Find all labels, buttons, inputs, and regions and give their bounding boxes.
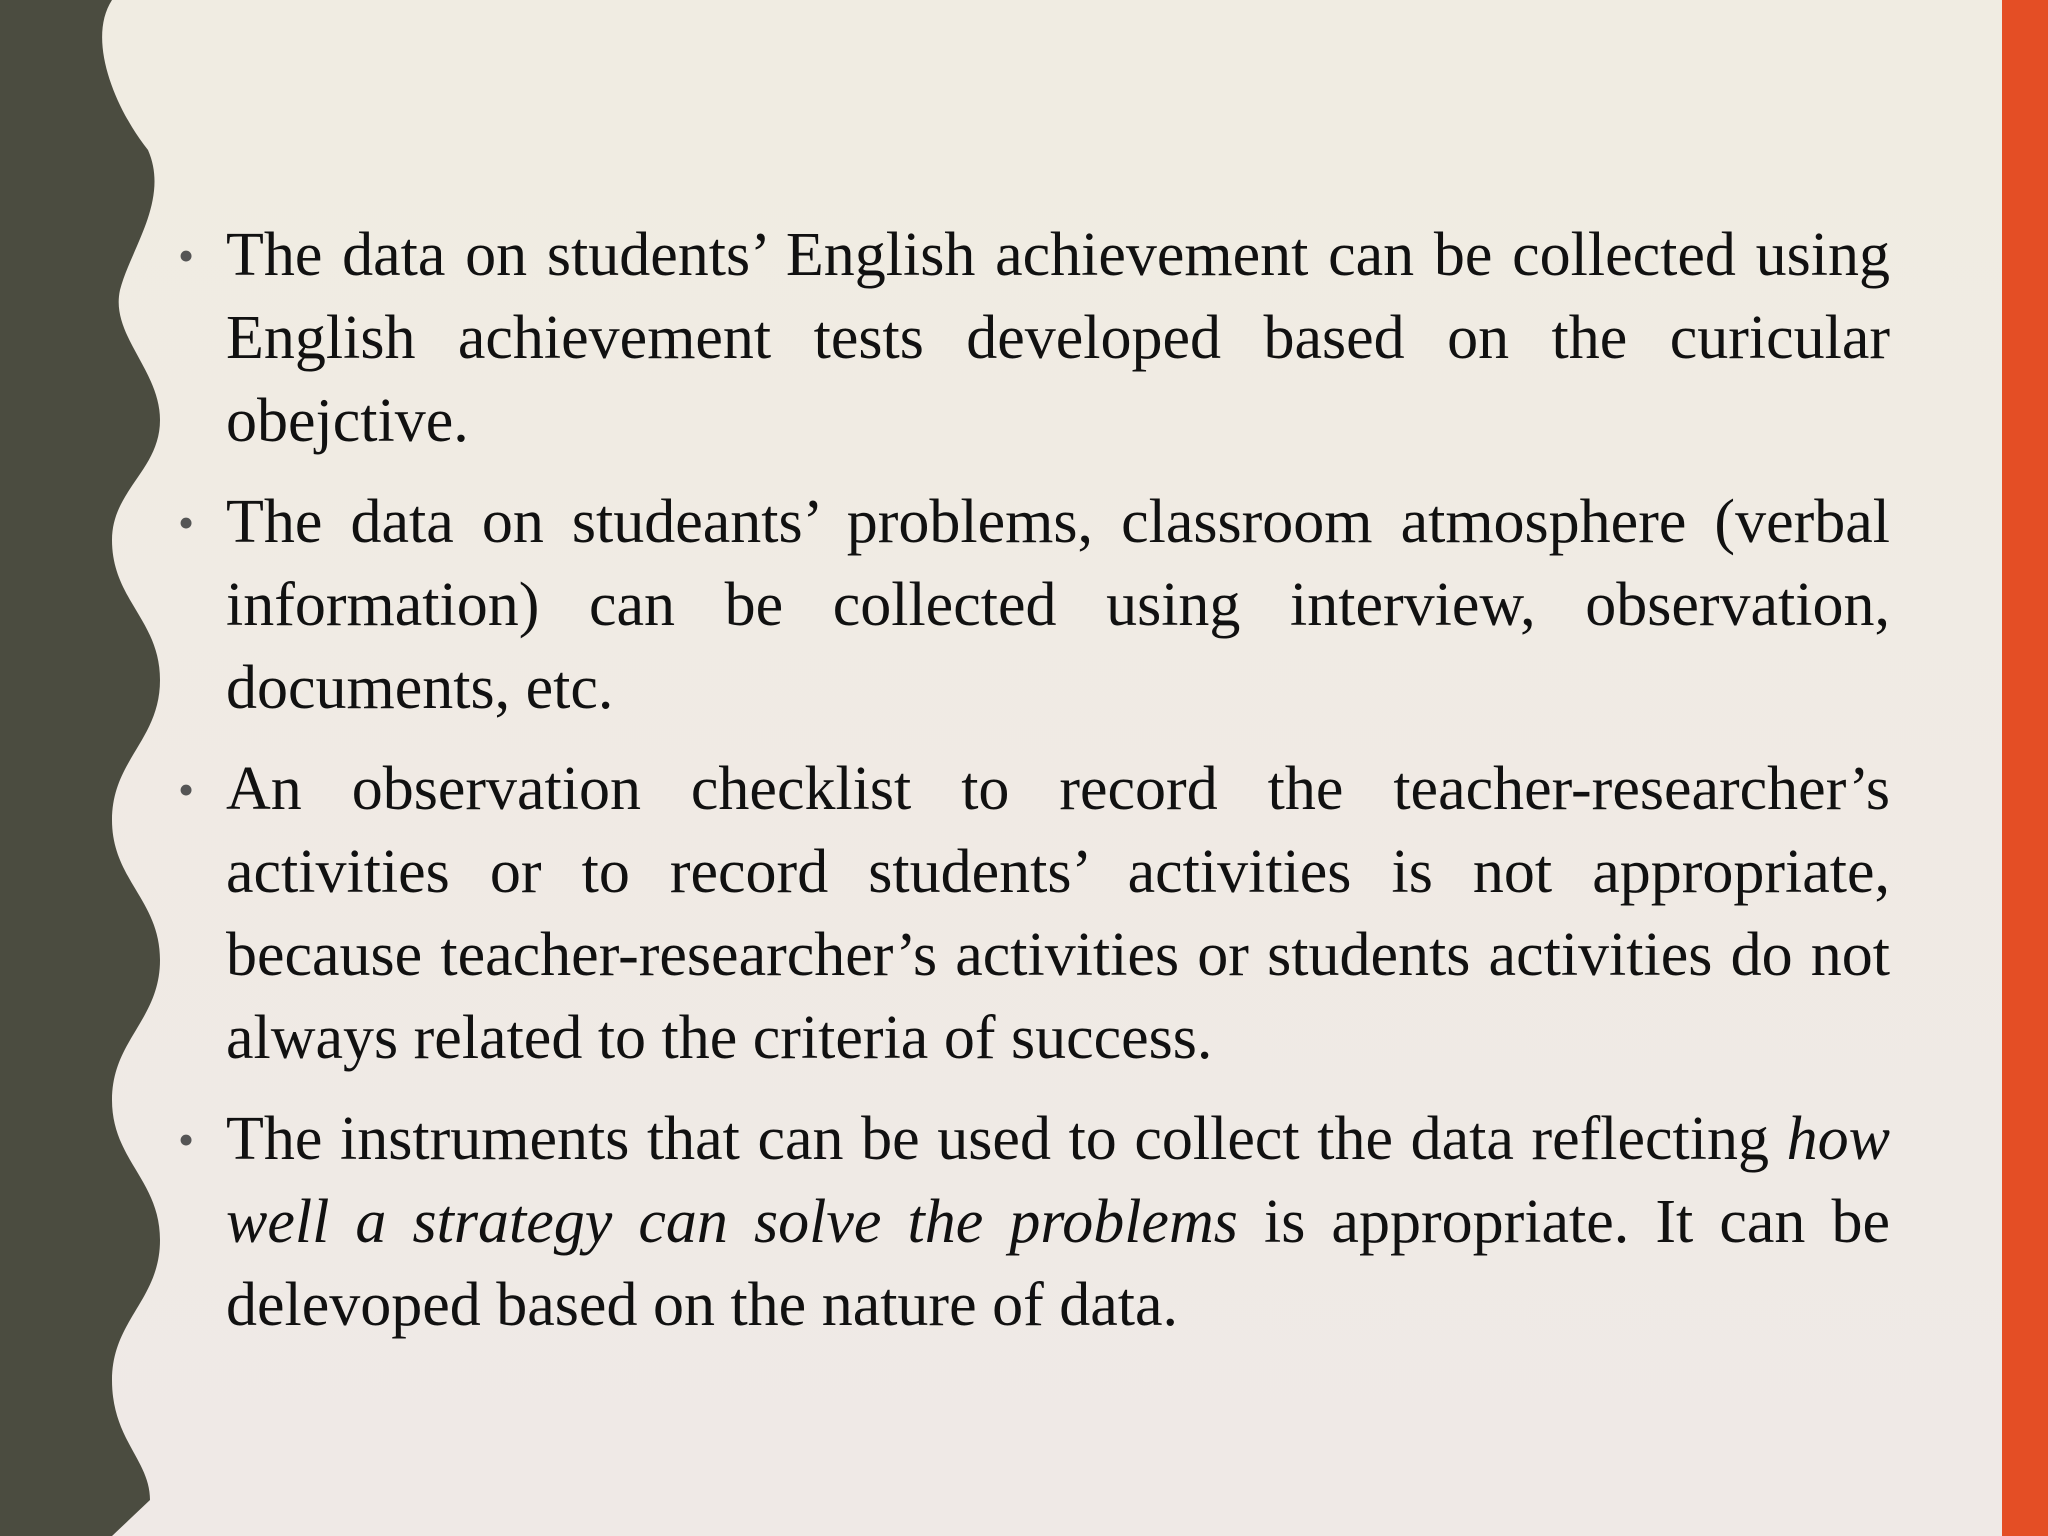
bullet-text: An observation checklist to record the teacher-researcher’s activities or to record students’ activities is not appropriate, because teacher-researcher’s activities or students activities do not always related to the criteria of success. xyxy=(226,755,1890,1072)
right-accent-stripe xyxy=(2002,0,2048,1536)
bullet-item-3 xyxy=(168,748,1890,1080)
bullet-item-4 xyxy=(168,1098,1890,1347)
bullet-text: The data on students’ English achievement can be collected using English achievement tests developed based on the curicular obejctive. xyxy=(226,221,1890,455)
bullet-dot-icon: • xyxy=(178,764,195,815)
bullet-text: The data on studeants’ problems, classroom atmosphere (verbal information) can be collected using interview, observation, documents, etc. xyxy=(226,488,1890,722)
slide-body xyxy=(168,214,1890,1365)
left-wave-decoration xyxy=(0,0,170,1536)
bullet-dot-icon: • xyxy=(178,1114,195,1165)
bullet-text-italic: how well a strategy can solve the problems xyxy=(226,1105,1890,1256)
bullet-list xyxy=(168,214,1890,1347)
bullet-item-1 xyxy=(168,214,1890,463)
bullet-item-2 xyxy=(168,481,1890,730)
bullet-dot-icon: • xyxy=(178,230,195,281)
bullet-dot-icon: • xyxy=(178,497,195,548)
bullet-text-before: The instruments that can be used to collect the data reflecting xyxy=(226,1105,1787,1173)
bullet-text-after: is appropriate. It can be delevoped based on the nature of data. xyxy=(226,1188,1890,1339)
